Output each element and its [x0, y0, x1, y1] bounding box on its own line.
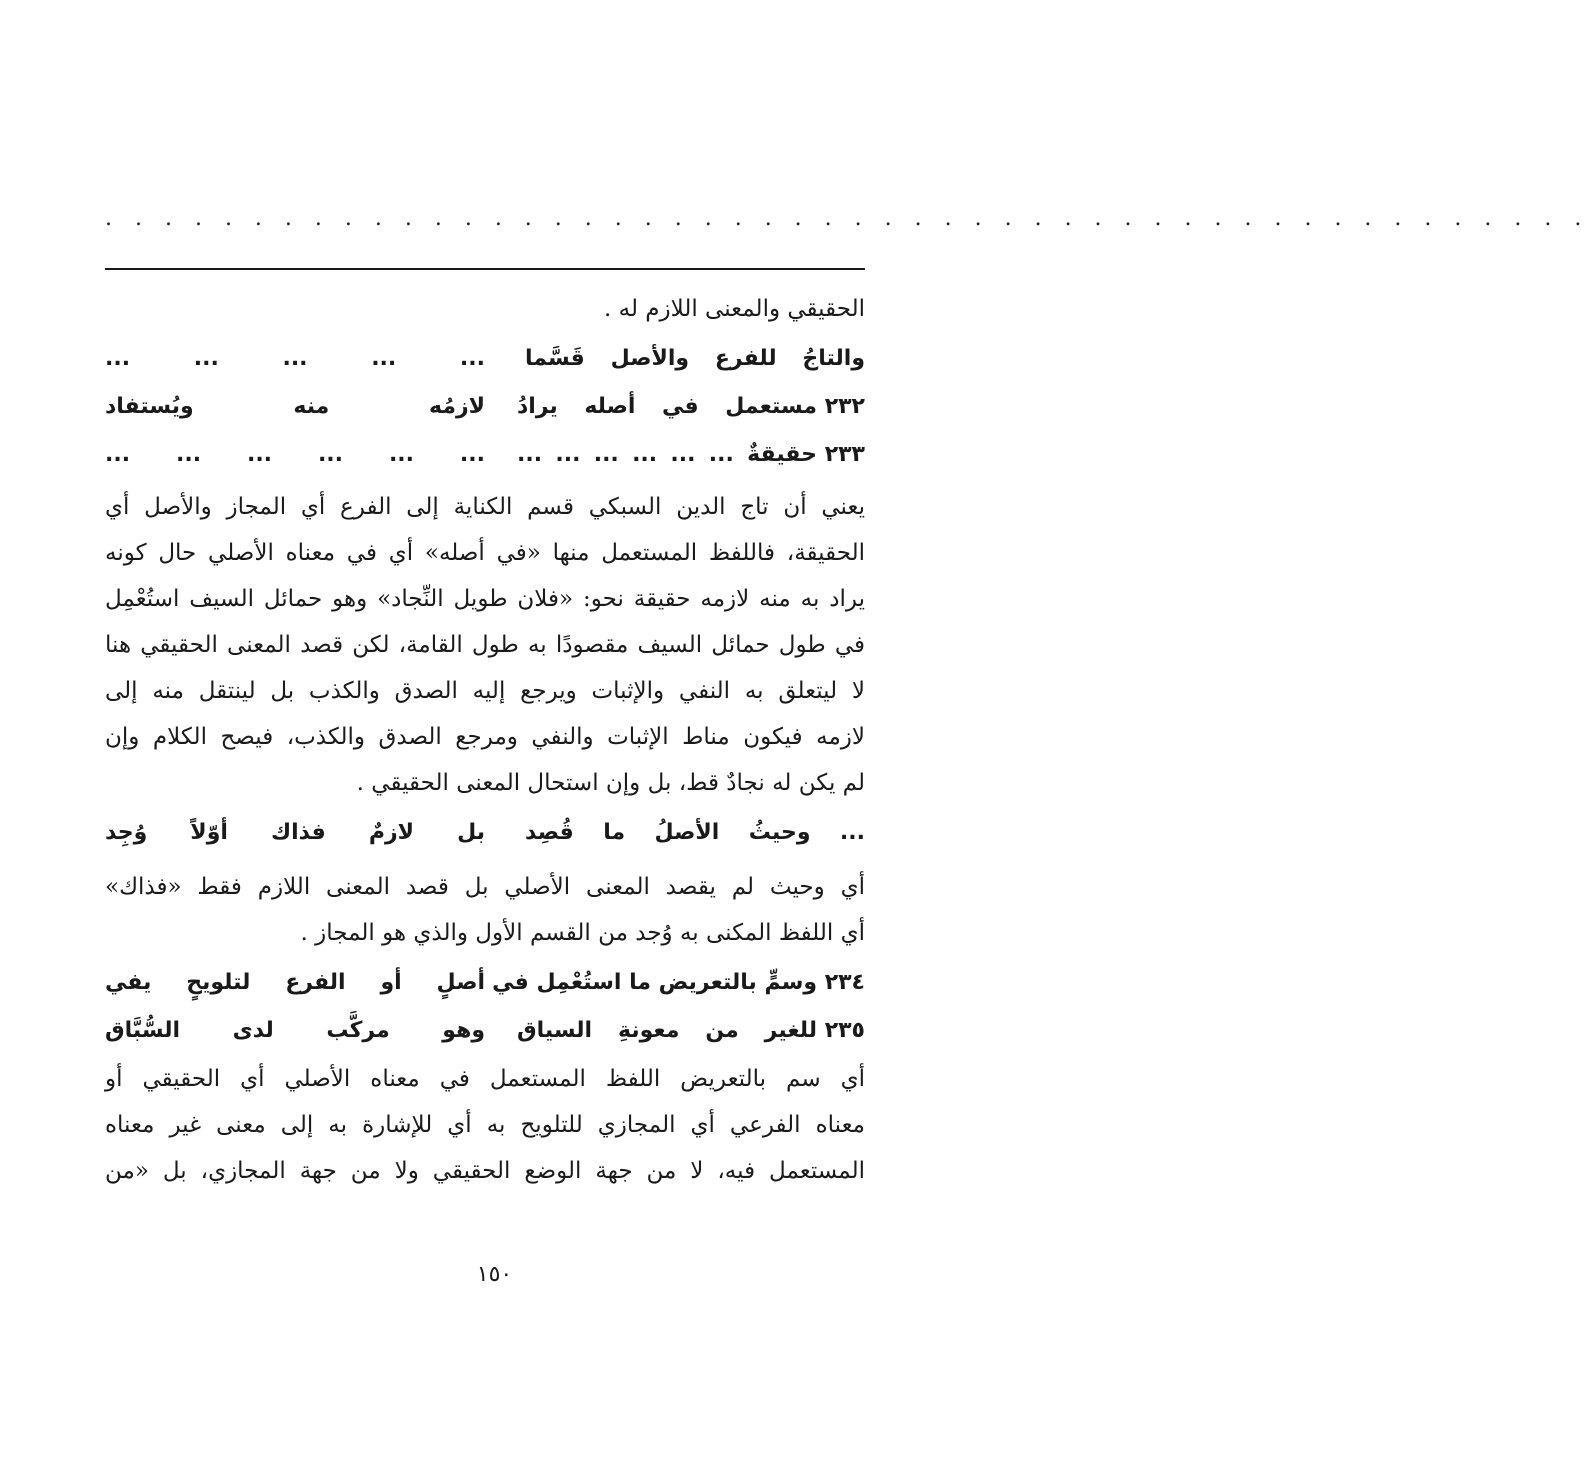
prose-line: المستعمل فيه، لا من جهة الوضع الحقيقي ولا من جهة المجازي، بل «من: [105, 1158, 865, 1184]
prose-line: لم يكن له نجادٌ قط، بل وإن استحال المعنى الحقيقي .: [356, 770, 865, 796]
verse-group-2: [105, 812, 865, 860]
verse-line: [105, 962, 865, 1010]
verse-number: ٢٣٣: [824, 442, 865, 467]
prose-line: لا ليتعلق به النفي والإثبات ويرجع إليه الصدق والكذب بل لينتقل منه إلى: [105, 678, 865, 704]
prose-line: لازمه فيكون مناط الإثبات والنفي ومرجع الصدق والكذب، فيصح الكلام وإن: [105, 724, 865, 750]
verse-second-hemistich: ... ... ... ... ... ...: [105, 442, 485, 467]
verse-line: [105, 812, 865, 860]
verse-second-hemistich: بل لازمٌ فذاك أوّلاً وُجِد: [105, 820, 485, 845]
verse-first-hemistich: ... وحيثُ الأصلُ ما قُصِد: [525, 820, 865, 845]
prose-line: معناه الفرعي أي المجازي للتلويح به أي للإشارة به إلى معنى غير معناه: [105, 1112, 865, 1138]
prose-line: يراد به منه لازمه حقيقة نحو: «فلان طويل النِّجاد» وهو حمائل السيف استُعْمِل: [105, 586, 865, 612]
verse-second-hemistich: أصلٍ أو الفرع لتلويحٍ يفي: [105, 970, 485, 995]
prose-line: أي اللفظ المكنى به وُجد من القسم الأول والذي هو المجاز .: [300, 920, 865, 946]
verse-first-hemistich: والتاجُ للفرع والأصل قَسَّما: [525, 346, 865, 371]
commentary-paragraph-2: [105, 874, 865, 966]
separator-rule: [105, 268, 865, 270]
prose-line: في طول حمائل السيف مقصودًا به طول القامة، لكن قصد المعنى الحقيقي هنا: [105, 632, 865, 658]
prose-line: الحقيقي والمعنى اللازم له .: [604, 296, 865, 322]
verse-first-hemistich: وسمٍّ بالتعريض ما استُعْمِل في: [492, 970, 817, 995]
verse-line: [105, 386, 865, 434]
prose-line: أي وحيث لم يقصد المعنى الأصلي بل قصد المعنى اللازم فقط «فذاك»: [105, 874, 865, 900]
commentary-paragraph-3: [105, 1066, 865, 1204]
verse-group-1: [105, 338, 865, 482]
prose-line: أي سم بالتعريض اللفظ المستعمل في معناه الأصلي أي الحقيقي أو: [105, 1066, 865, 1092]
verse-line: [105, 434, 865, 482]
separator-dots: . . . . . . . . . . . . . . . . . . . . . . . . . . . . . . . . . . . . . . . . . . . . . . . . . .: [105, 206, 1589, 231]
prose-line: الحقيقة، فاللفظ المستعمل منها «في أصله» أي في معناه الأصلي حال كونه: [105, 540, 865, 566]
verse-line: [105, 338, 865, 386]
prose-fragment: [105, 296, 865, 342]
verse-second-hemistich: لازمُه منه ويُستفاد: [105, 394, 485, 419]
verse-number: ٢٣٥: [824, 1018, 865, 1043]
verse-first-hemistich: للغير من معونةِ السياق: [517, 1018, 817, 1043]
prose-line: يعني أن تاج الدين السبكي قسم الكناية إلى الفرع أي المجاز والأصل أي: [105, 494, 865, 520]
verse-line: [105, 1010, 865, 1058]
commentary-paragraph-1: [105, 494, 865, 816]
verse-number: ٢٣٤: [824, 970, 865, 995]
page-number: ١٥٠: [476, 1262, 513, 1287]
verse-first-hemistich: مستعمل في أصله يرادُ: [517, 394, 817, 419]
verse-second-hemistich: وهو مركَّب لدى السُّبَّاق: [105, 1018, 485, 1043]
verse-first-hemistich: حقيقةٌ ... ... ... ... ... ...: [517, 442, 817, 467]
verse-second-hemistich: ... ... ... ... ...: [105, 346, 485, 371]
verse-number: ٢٣٢: [824, 394, 865, 419]
verse-group-3: [105, 962, 865, 1058]
